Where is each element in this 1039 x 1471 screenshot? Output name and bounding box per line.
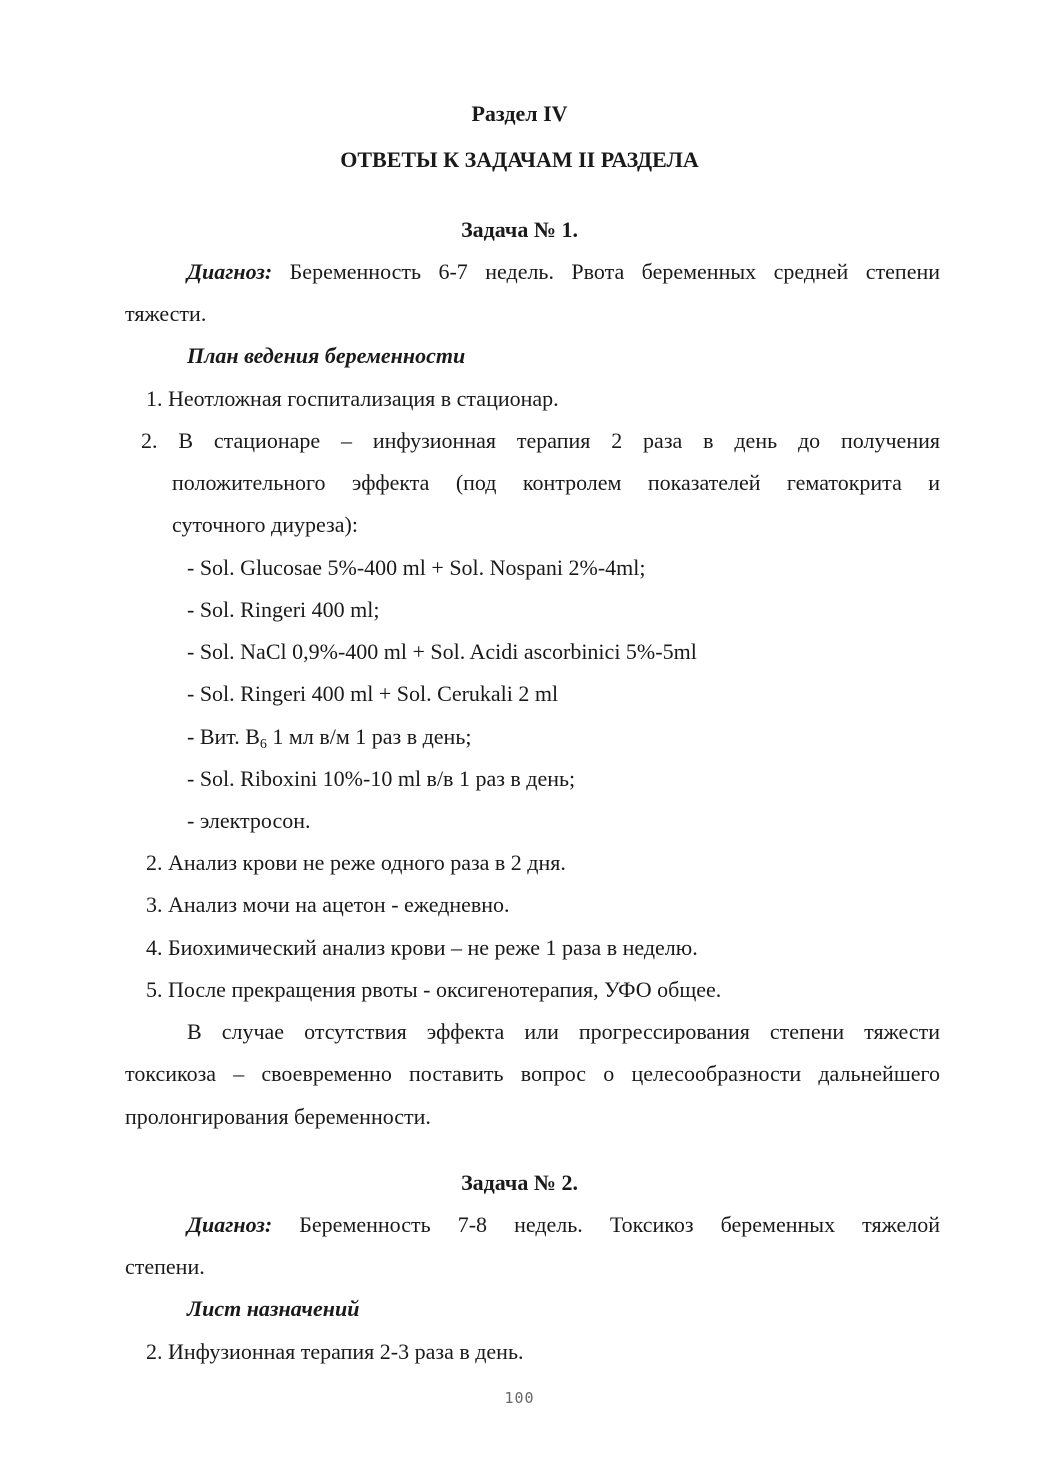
task1-conclusion-line2: токсикоза – своевременно поставить вопрос о целесообразности дальнейшего bbox=[125, 1061, 940, 1086]
task1-diagnosis-text: Беременность 6-7 недель. Рвота беременных средней степени bbox=[289, 259, 940, 284]
drug-item: - электросон. bbox=[187, 808, 311, 833]
task1-item: 5. После прекращения рвоты - оксигенотерапия, УФО общее. bbox=[146, 977, 722, 1002]
page-number: 100 bbox=[504, 1389, 535, 1407]
drug-item: - Sol. Riboxini 10%-10 ml в/в 1 раз в день; bbox=[187, 766, 576, 791]
drug-item: - Sol. Ringeri 400 ml; bbox=[187, 597, 380, 622]
task1-heading: Задача № 1. bbox=[461, 217, 578, 242]
vit-prefix: - Вит. B bbox=[187, 724, 260, 749]
task2-diagnosis-text: Беременность 7-8 недель. Токсикоз беременных тяжелой bbox=[299, 1212, 940, 1237]
task1-item: 3. Анализ мочи на ацетон - ежедневно. bbox=[146, 892, 510, 917]
drug-item: - Sol. Glucosae 5%-400 ml + Sol. Nospani 2%-4ml; bbox=[187, 555, 646, 580]
task2-diagnosis-label: Диагноз: bbox=[187, 1212, 273, 1237]
task1-diagnosis-label: Диагноз: bbox=[187, 259, 273, 284]
task1-item-1: 1. Неотложная госпитализация в стационар. bbox=[146, 386, 559, 411]
task1-conclusion-line3: пролонгирования беременности. bbox=[125, 1104, 431, 1129]
section-subtitle: ОТВЕТЫ К ЗАДАЧАМ II РАЗДЕЛА bbox=[340, 147, 699, 172]
drug-item-vitamin bbox=[187, 724, 472, 752]
task2-diagnosis-line1 bbox=[187, 1214, 940, 1236]
drug-item: - Sol. NaCl 0,9%-400 ml + Sol. Acidi ascorbinici 5%-5ml bbox=[187, 639, 697, 664]
vit-suffix: 1 мл в/м 1 раз в день; bbox=[266, 724, 472, 749]
task1-plan-heading: План ведения беременности bbox=[187, 343, 466, 368]
task1-conclusion-line1: В случае отсутствия эффекта или прогрессирования степени тяжести bbox=[187, 1019, 940, 1044]
section-title: Раздел IV bbox=[471, 101, 568, 126]
task1-diagnosis-line2: тяжести. bbox=[125, 301, 207, 326]
task2-list-heading: Лист назначений bbox=[187, 1296, 360, 1321]
drug-item: - Sol. Ringeri 400 ml + Sol. Cerukali 2 ml bbox=[187, 681, 559, 706]
task1-item: 4. Биохимический анализ крови – не реже 1 раза в неделю. bbox=[146, 935, 698, 960]
task1-item-2-line3: суточного диуреза): bbox=[172, 512, 358, 537]
task1-item-2-line1: 2. В стационаре – инфузионная терапия 2 раза в день до получения bbox=[141, 428, 940, 453]
task2-diagnosis-line2: степени. bbox=[125, 1254, 205, 1279]
task1-item: 2. Анализ крови не реже одного раза в 2 дня. bbox=[146, 850, 566, 875]
task1-item-2-line2: положительного эффекта (под контролем показателей гематокрита и bbox=[172, 470, 940, 495]
task1-diagnosis-line1 bbox=[187, 261, 940, 283]
vit-subscript: 6 bbox=[259, 737, 267, 752]
task2-item-2: 2. Инфузионная терапия 2-3 раза в день. bbox=[146, 1339, 524, 1364]
task2-heading: Задача № 2. bbox=[461, 1170, 578, 1195]
